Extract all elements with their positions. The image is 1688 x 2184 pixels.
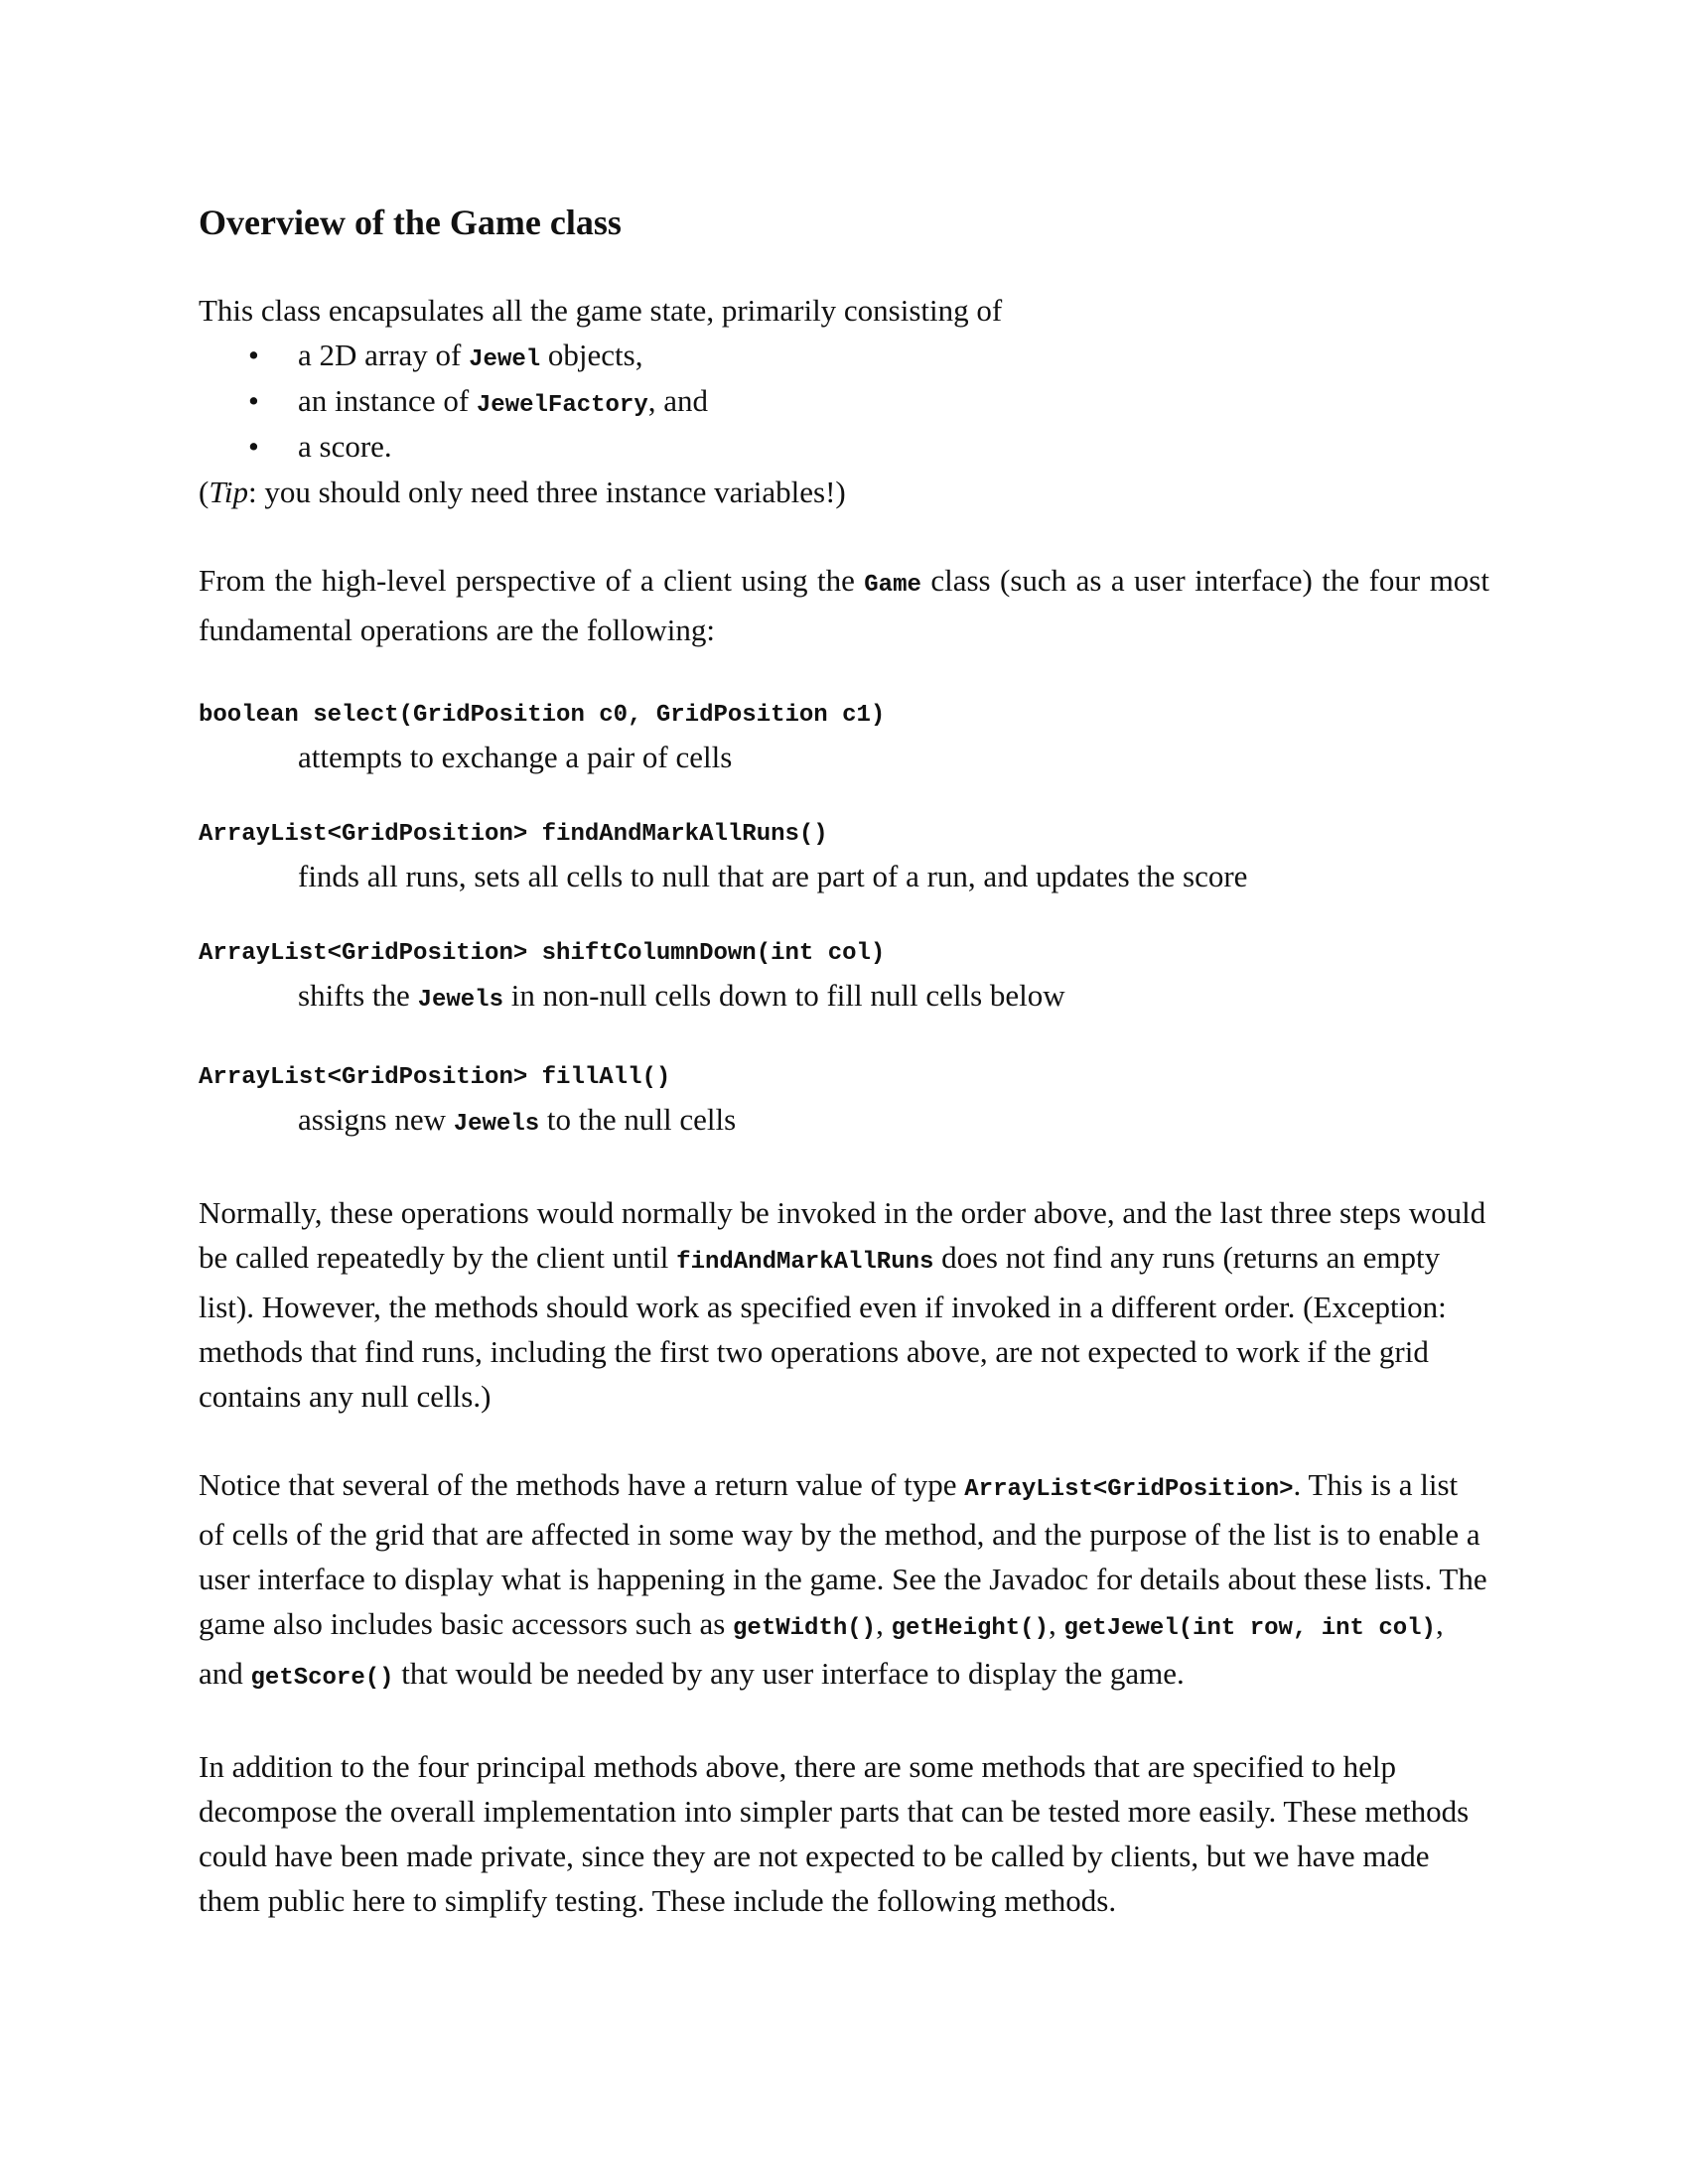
- list-item: • a 2D array of Jewel objects,: [199, 333, 1489, 378]
- tip-note: (Tip: you should only need three instance variables!): [199, 475, 846, 509]
- bullet-icon: •: [248, 338, 259, 372]
- inline-code: Jewel: [469, 346, 541, 373]
- method-description: attempts to exchange a pair of cells: [298, 740, 733, 774]
- method-description: shifts the Jewels in non-null cells down to fill null cells below: [298, 978, 1065, 1014]
- bullet-icon: •: [248, 429, 259, 464]
- method-shift-column-down: [199, 934, 1489, 1023]
- method-find-and-mark-all-runs: [199, 815, 1489, 898]
- helper-methods-paragraph: In addition to the four principal methods above, there are some methods that are specified to help decompose the overall implementation into simpler parts that can be tested more easily. These methods could have been made private, since they are not expected to be called by clients, but we have made them public here to simplify testing. These include the following methods.: [199, 1749, 1470, 1918]
- inline-code: Game: [864, 572, 921, 599]
- method-select: [199, 696, 1489, 779]
- inline-code: Jewels: [417, 987, 503, 1014]
- method-signature: ArrayList<GridPosition> shiftColumnDown(int col): [199, 940, 886, 967]
- method-signature: ArrayList<GridPosition> findAndMarkAllRuns(): [199, 821, 828, 848]
- method-description: finds all runs, sets all cells to null that are part of a run, and updates the score: [298, 859, 1248, 893]
- return-value-paragraph: Notice that several of the methods have a return value of type ArrayList<GridPosition>. This is a list of cells of the grid that are affected in some way by the method, and the purpose of the list is to enable a user interface to display what is happening in the game. See the Javadoc for details about these lists. The game also includes basic accessors such as getWidth(), getHeight(), getJewel(int row, int col), and getScore() that would be needed by any user interface to display the game.: [199, 1467, 1487, 1692]
- inline-code: getJewel(int row, int col): [1063, 1615, 1436, 1642]
- perspective-paragraph: From the high-level perspective of a client using the Game class (such as a user interface) the four most fundamental operations are the following:: [199, 563, 1489, 647]
- inline-code: getWidth(): [733, 1615, 877, 1642]
- bullet-icon: •: [248, 383, 259, 418]
- method-signature: boolean select(GridPosition c0, GridPosition c1): [199, 702, 886, 729]
- method-description: assigns new Jewels to the null cells: [298, 1102, 737, 1138]
- list-item: • an instance of JewelFactory, and: [199, 378, 1489, 424]
- list-item: • a score.: [199, 424, 1489, 470]
- inline-code: getHeight(): [891, 1615, 1049, 1642]
- state-bullet-list: [199, 333, 1489, 470]
- inline-code: JewelFactory: [476, 392, 648, 419]
- intro-lead: This class encapsulates all the game state, primarily consisting of: [199, 293, 1003, 328]
- method-fill-all: [199, 1058, 1489, 1147]
- inline-code: ArrayList<GridPosition>: [964, 1476, 1294, 1503]
- inline-code: Jewels: [453, 1111, 540, 1138]
- document-page: [199, 199, 1489, 1923]
- method-signature: ArrayList<GridPosition> fillAll(): [199, 1064, 671, 1091]
- inline-code: getScore(): [250, 1665, 394, 1692]
- page-title: Overview of the Game class: [199, 203, 622, 242]
- order-paragraph: Normally, these operations would normally be invoked in the order above, and the last three steps would be called repeatedly by the client until findAndMarkAllRuns does not find any runs (returns an empty list). However, the methods should work as specified even if invoked in a different order. (Exception: methods that find runs, including the first two operations above, are not expected to work if the grid contains any null cells.): [199, 1195, 1486, 1414]
- inline-code: findAndMarkAllRuns: [676, 1249, 934, 1276]
